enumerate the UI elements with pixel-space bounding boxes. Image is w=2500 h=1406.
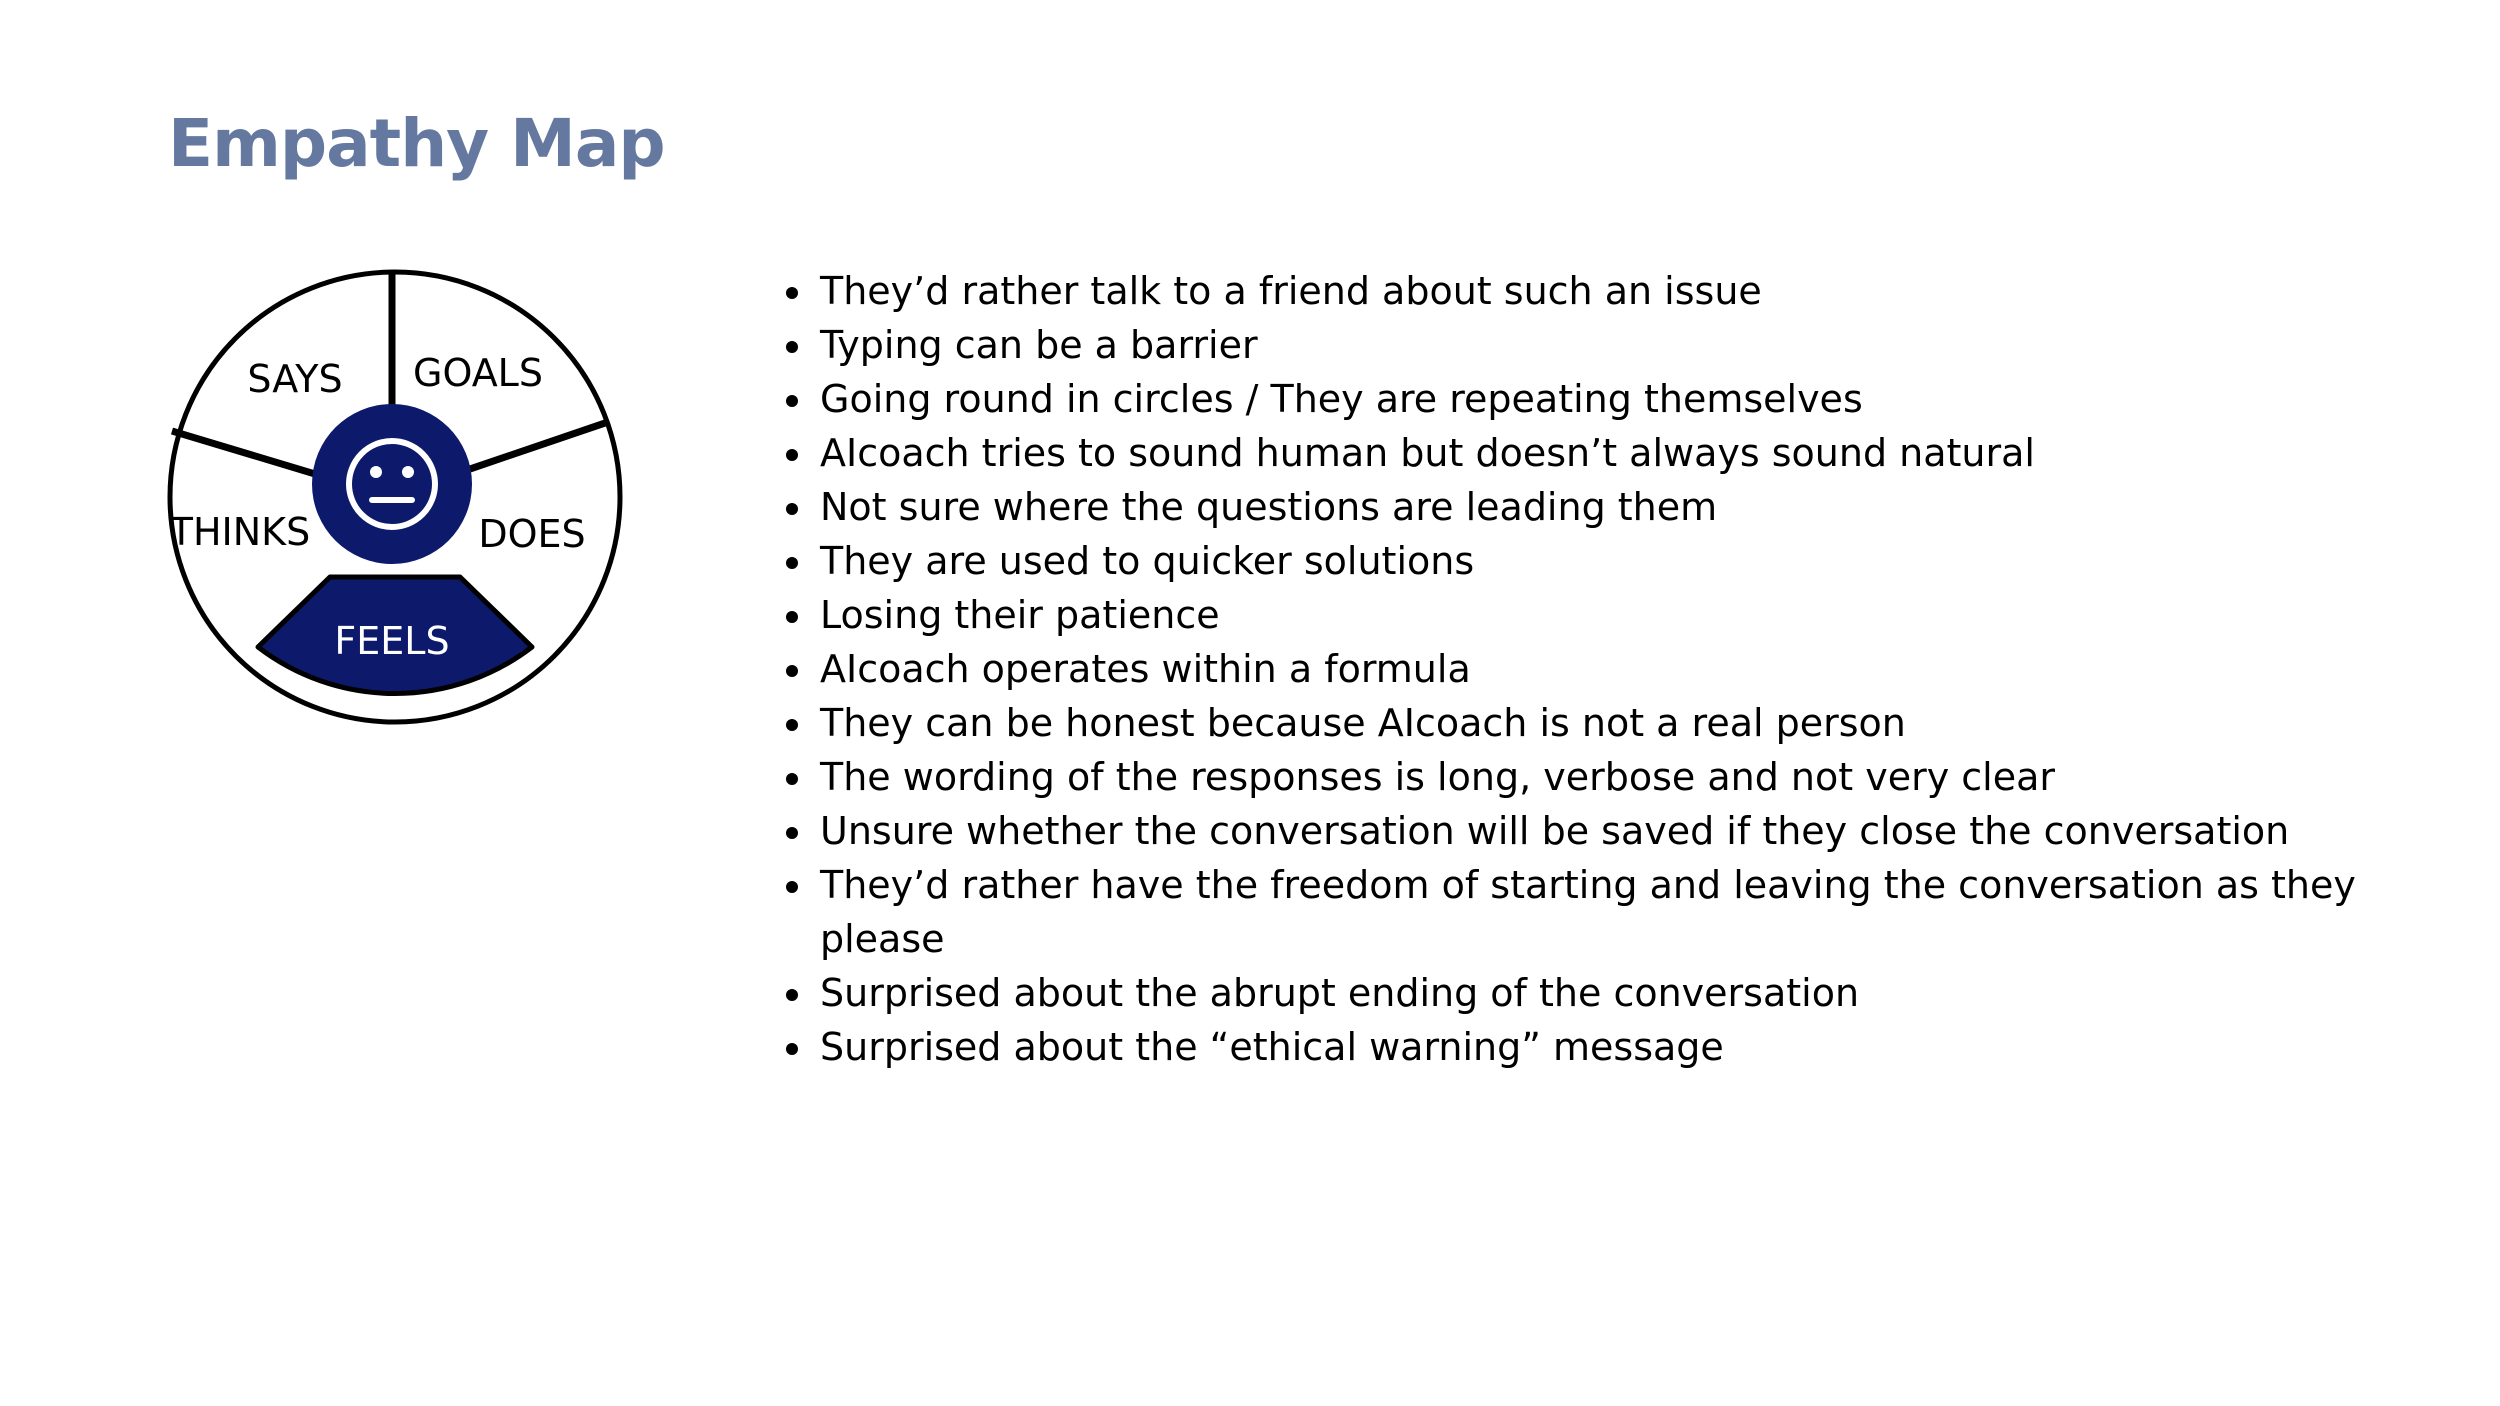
list-item: • They’d rather have the freedom of starting and leaving the conversation as they please (816, 858, 2376, 966)
insights-list (780, 264, 2376, 1074)
goals-label: GOALS (413, 351, 543, 395)
empathy-map-diagram (160, 262, 630, 732)
says-label: SAYS (247, 357, 343, 401)
list-item: • AIcoach tries to sound human but doesn’t always sound natural (816, 426, 2376, 480)
list-item: • AIcoach operates within a formula (816, 642, 2376, 696)
list-item: • They’d rather talk to a friend about such an issue (816, 264, 2376, 318)
list-item: • Surprised about the “ethical warning” message (816, 1020, 2376, 1074)
list-item: • Typing can be a barrier (816, 318, 2376, 372)
center-circle (312, 404, 472, 564)
list-item: • Going round in circles / They are repeating themselves (816, 372, 2376, 426)
list-item: • Unsure whether the conversation will be saved if they close the conversation (816, 804, 2376, 858)
list-item: • The wording of the responses is long, verbose and not very clear (816, 750, 2376, 804)
list-item: • Surprised about the abrupt ending of the conversation (816, 966, 2376, 1020)
list-item: • They can be honest because AIcoach is not a real person (816, 696, 2376, 750)
list-item: • Not sure where the questions are leading them (816, 480, 2376, 534)
page-title: Empathy Map (168, 105, 665, 182)
list-item: • They are used to quicker solutions (816, 534, 2376, 588)
feels-label: FEELS (334, 619, 450, 663)
does-label: DOES (478, 512, 586, 556)
list-item: • Losing their patience (816, 588, 2376, 642)
thinks-label: THINKS (169, 510, 311, 554)
